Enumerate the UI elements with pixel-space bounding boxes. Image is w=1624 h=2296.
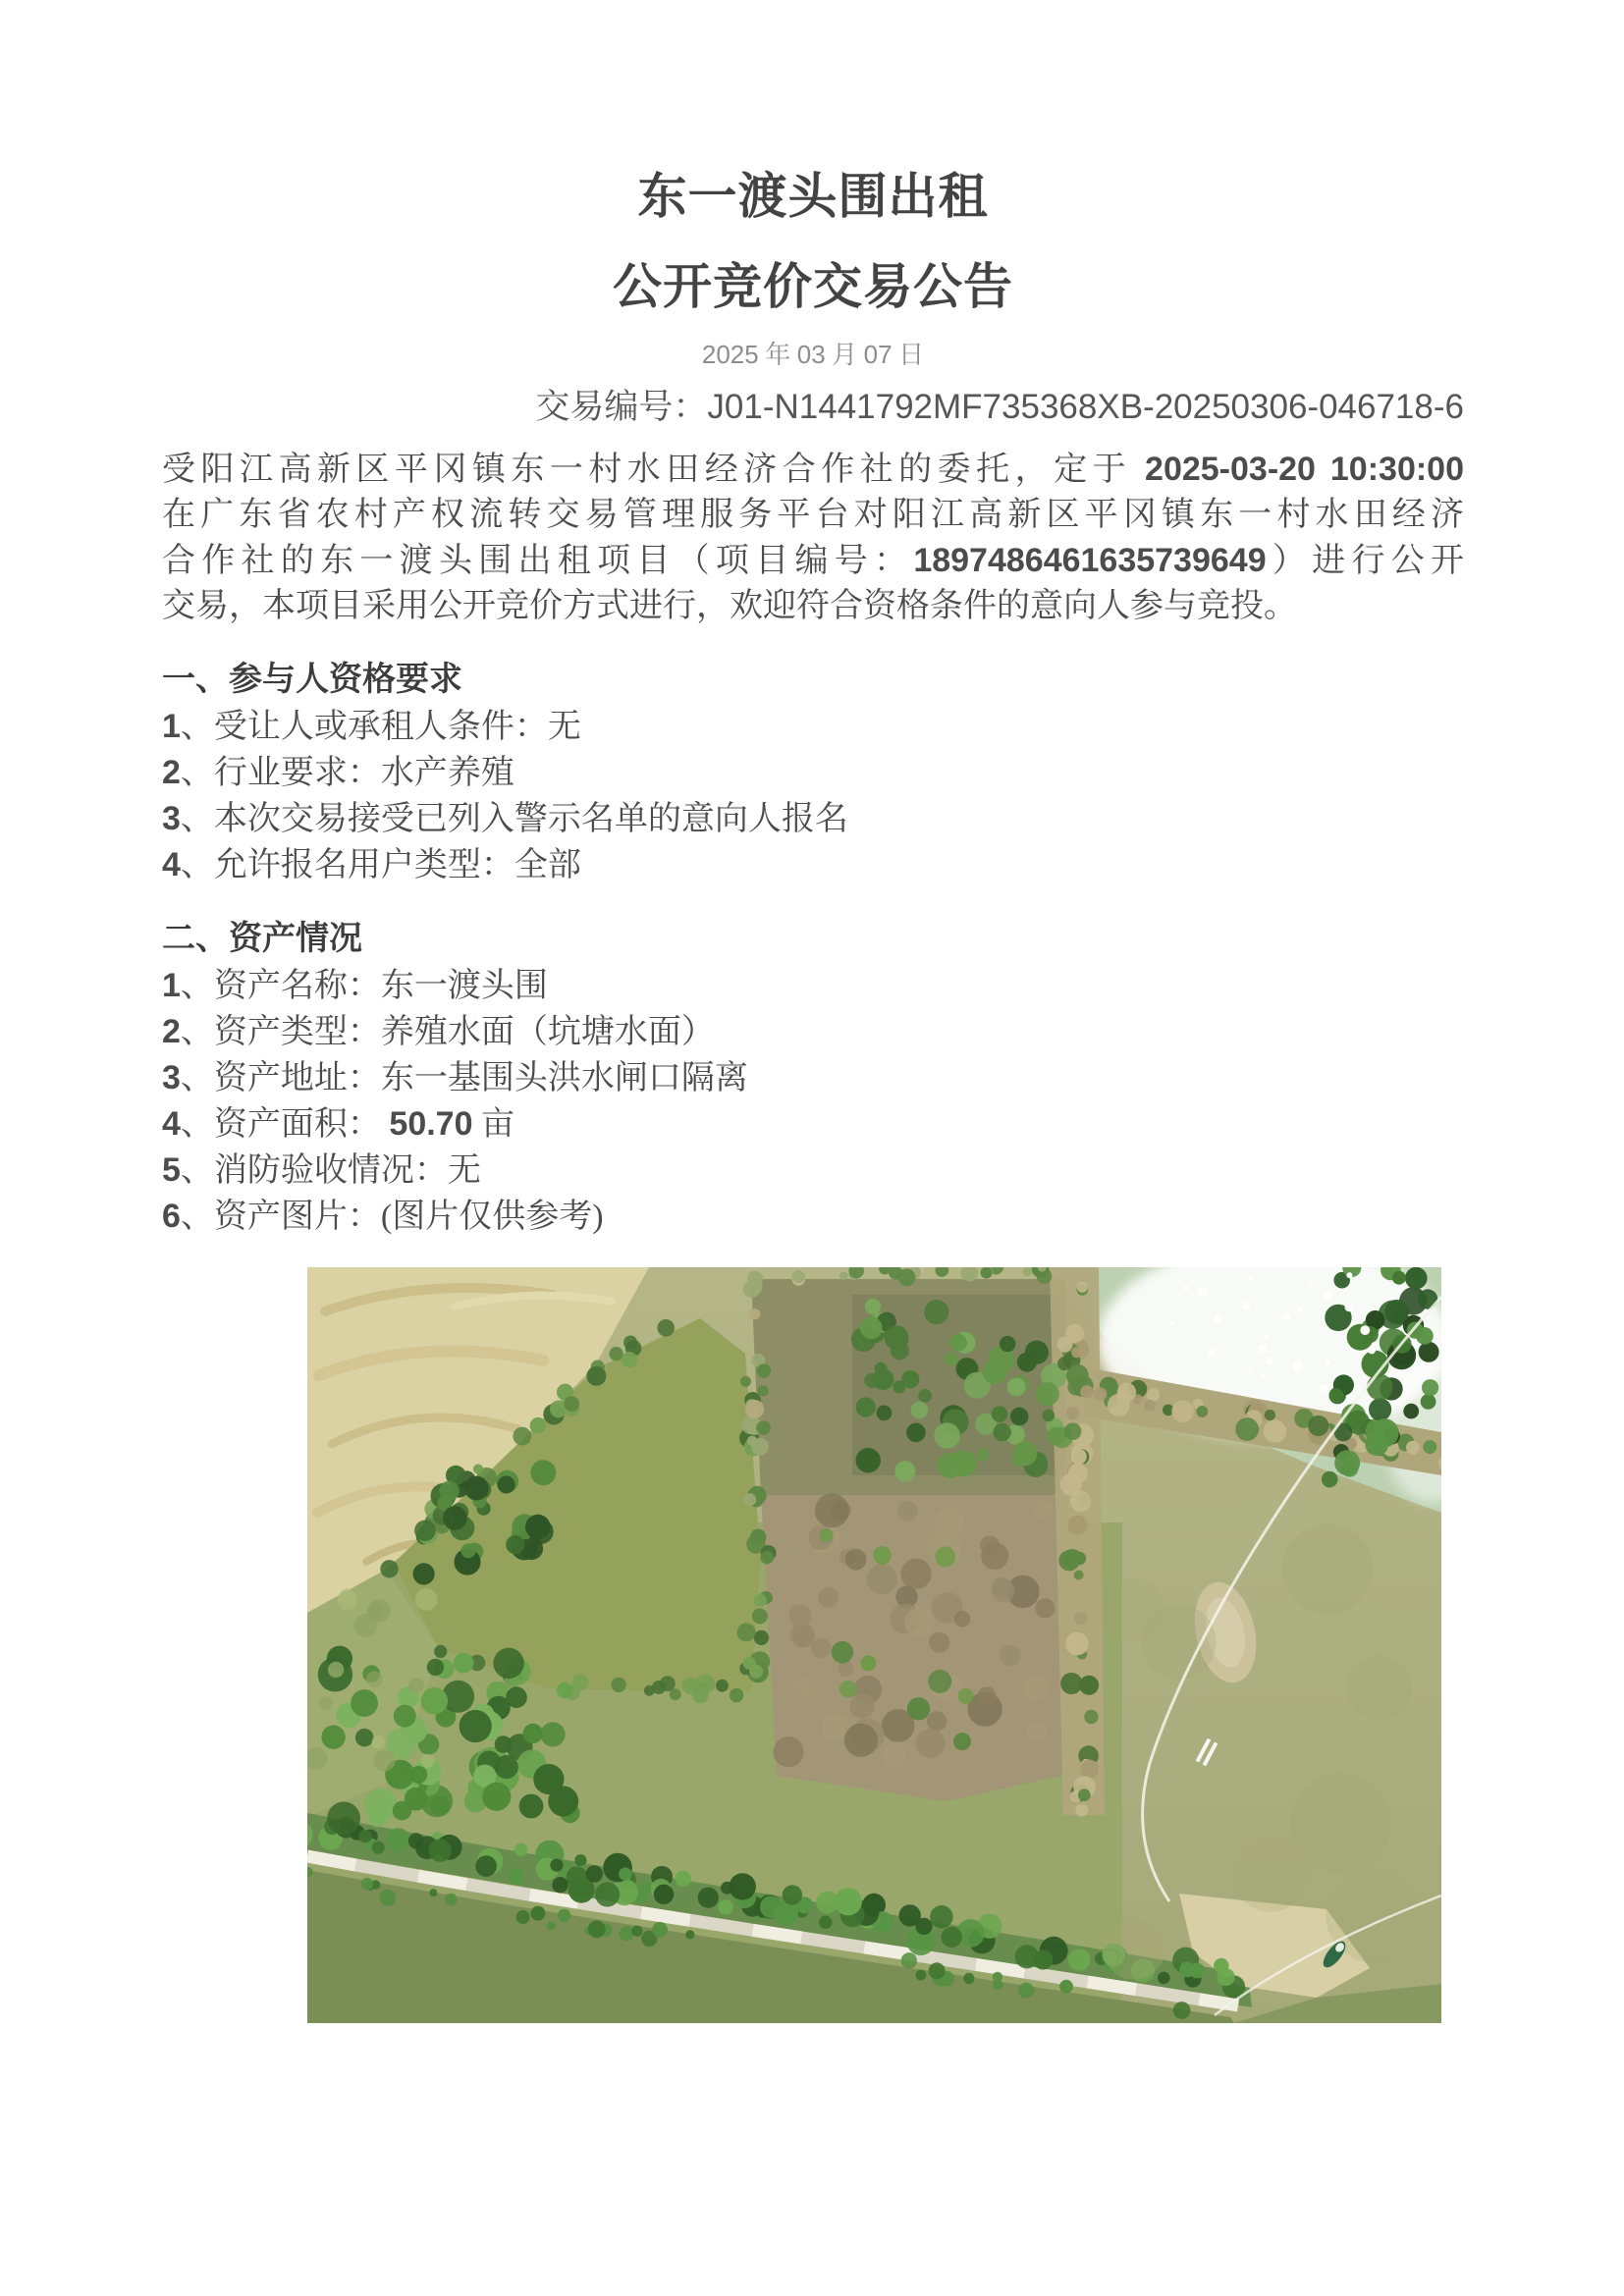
list-item: 6、资产图片：(图片仅供参考) [162,1198,604,1235]
trade-number: 交易编号：J01-N1441792MF735368XB-20250306-046718-6 [535,388,1464,426]
list-item: 3、本次交易接受已列入警示名单的意向人报名 [162,800,848,837]
sections-container [162,657,1464,1240]
section-heading-1: 一、参与人资格要求 [162,662,462,698]
list-item: 2、行业要求：水产养殖 [162,754,514,791]
reed-marsh [761,1495,1075,1801]
intro-line: 在广东省农村产权流转交易管理服务平台对阳江高新区平冈镇东一村水田经济 [162,497,1464,533]
intro-paragraph [162,447,1464,629]
list-item: 4、资产面积： 50.70 亩 [162,1105,515,1143]
aerial-photo-image [307,1267,1441,2023]
asset-photo [307,1267,1441,2023]
list-item: 4、允许报名用户类型：全部 [162,846,581,883]
list-item: 3、资产地址：东一基围头洪水闸口隔离 [162,1059,748,1096]
list-item: 1、资产名称：东一渡头围 [162,967,548,1004]
intro-line: 交易，本项目采用公开竞价方式进行，欢迎符合资格条件的意向人参与竞投。 [162,588,1297,624]
announcement-date: 2025 年 03 月 07 日 [701,340,925,369]
intro-line: 受阳江高新区平冈镇东一村水田经济合作社的委托，定于 2025-03-20 10:30:00 [162,451,1464,488]
section-heading-2: 二、资产情况 [162,921,362,957]
list-item: 5、消防验收情况：无 [162,1151,481,1189]
page-title: 东一渡头围出租 [637,169,989,224]
page-subtitle: 公开竞价交易公告 [613,259,1013,314]
intro-line: 合作社的东一渡头围出租项目（项目编号：1897486461635739649）进行公开 [162,542,1465,579]
list-item: 2、资产类型：养殖水面（坑塘水面） [162,1013,715,1050]
list-item: 1、受让人或承租人条件：无 [162,708,581,745]
